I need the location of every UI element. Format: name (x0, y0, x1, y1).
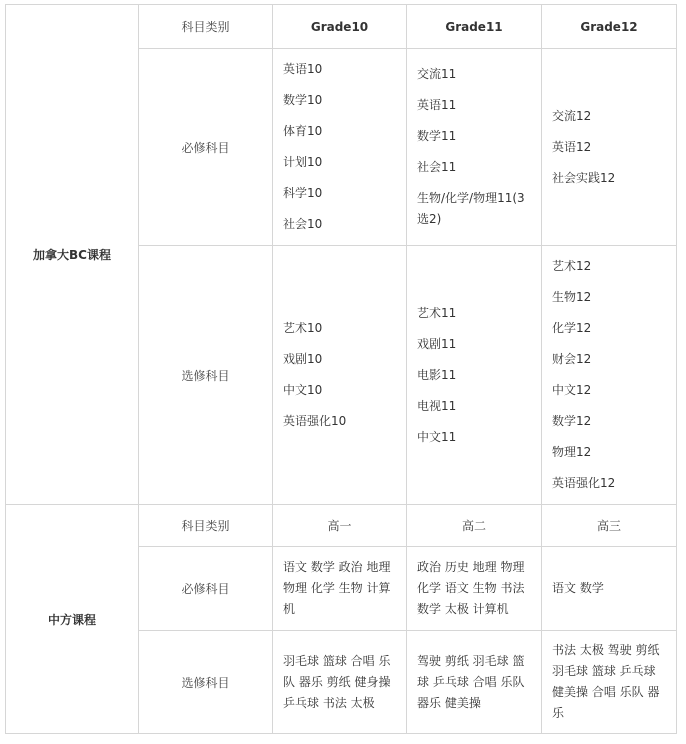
list-item: 中文11 (417, 429, 457, 444)
list-item: 英语强化10 (283, 414, 347, 428)
list-item: 科学10 (283, 186, 323, 200)
list-item: 英语12 (552, 139, 592, 154)
cn-header-row (6, 505, 677, 547)
bc-header-grade10: Grade10 (273, 5, 407, 49)
list-item: 英语10 (283, 62, 323, 76)
bc-elective-grade12 (542, 246, 677, 505)
list-item: 电视11 (417, 398, 457, 413)
list-item: 电影11 (417, 367, 457, 382)
list-item: 戏剧11 (417, 336, 457, 351)
list-item: 生物/化学/物理11(3选2) (417, 191, 525, 226)
cn-header-grade2: 高二 (407, 505, 542, 547)
cn-elective-grade3 (542, 631, 677, 734)
bc-header-grade12: Grade12 (542, 5, 677, 49)
cn-header-grade3: 高三 (542, 505, 677, 547)
list-item: 体育10 (283, 124, 323, 138)
list-item: 财会12 (552, 352, 592, 366)
list-item: 数学10 (283, 93, 323, 107)
bc-required-grade11 (407, 49, 542, 246)
list-item: 中文12 (552, 383, 592, 397)
bc-elective-grade10 (273, 246, 407, 505)
cn-required-grade2 (407, 547, 542, 631)
subject-text: 书法 太极 驾驶 剪纸 羽毛球 篮球 乒乓球 健美操 合唱 乐队 器乐 (552, 643, 660, 720)
cn-header-category: 科目类别 (139, 505, 273, 547)
list-item: 数学12 (552, 414, 592, 428)
bc-required-grade12 (542, 49, 677, 246)
list-item: 交流12 (552, 108, 592, 123)
subject-text: 政治 历史 地理 物理 化学 语文 生物 书法 数学 太极 计算机 (417, 560, 525, 616)
cn-elective-label: 选修科目 (139, 631, 273, 734)
bc-header-category: 科目类别 (139, 5, 273, 49)
subject-text: 语文 数学 政治 地理 物理 化学 生物 计算机 (283, 560, 391, 616)
list-item: 社会实践12 (552, 170, 616, 185)
list-item: 计划10 (283, 155, 323, 169)
list-item: 艺术10 (283, 321, 323, 335)
bc-required-label: 必修科目 (139, 49, 273, 246)
list-item: 交流11 (417, 67, 457, 81)
list-item: 数学11 (417, 129, 457, 143)
cn-required-label: 必修科目 (139, 547, 273, 631)
cn-program-label: 中方课程 (6, 505, 139, 734)
bc-header-grade11: Grade11 (407, 5, 542, 49)
list-item: 社会11 (417, 160, 457, 174)
subject-text: 羽毛球 篮球 合唱 乐队 器乐 剪纸 健身操 乒乓球 书法 太极 (283, 653, 391, 710)
subject-text: 语文 数学 (552, 581, 604, 595)
list-item: 中文10 (283, 383, 323, 397)
cn-elective-grade1 (273, 631, 407, 734)
cn-elective-grade2 (407, 631, 542, 734)
list-item: 戏剧10 (283, 352, 323, 366)
list-item: 社会10 (283, 217, 323, 231)
list-item: 英语强化12 (552, 476, 616, 490)
subject-text: 驾驶 剪纸 羽毛球 篮球 乒乓球 合唱 乐队 器乐 健美操 (417, 653, 525, 710)
list-item: 艺术11 (417, 305, 457, 320)
cn-required-grade3 (542, 547, 677, 631)
list-item: 生物12 (552, 290, 592, 304)
list-item: 艺术12 (552, 259, 592, 273)
cn-required-grade1 (273, 547, 407, 631)
bc-required-grade10 (273, 49, 407, 246)
bc-program-label: 加拿大BC课程 (6, 5, 139, 505)
bc-elective-label: 选修科目 (139, 246, 273, 505)
bc-header-row (6, 5, 677, 49)
cn-header-grade1: 高一 (273, 505, 407, 547)
list-item: 物理12 (552, 445, 592, 459)
list-item: 英语11 (417, 98, 457, 112)
list-item: 化学12 (552, 321, 592, 335)
bc-elective-grade11 (407, 246, 542, 505)
curriculum-table (5, 4, 677, 734)
